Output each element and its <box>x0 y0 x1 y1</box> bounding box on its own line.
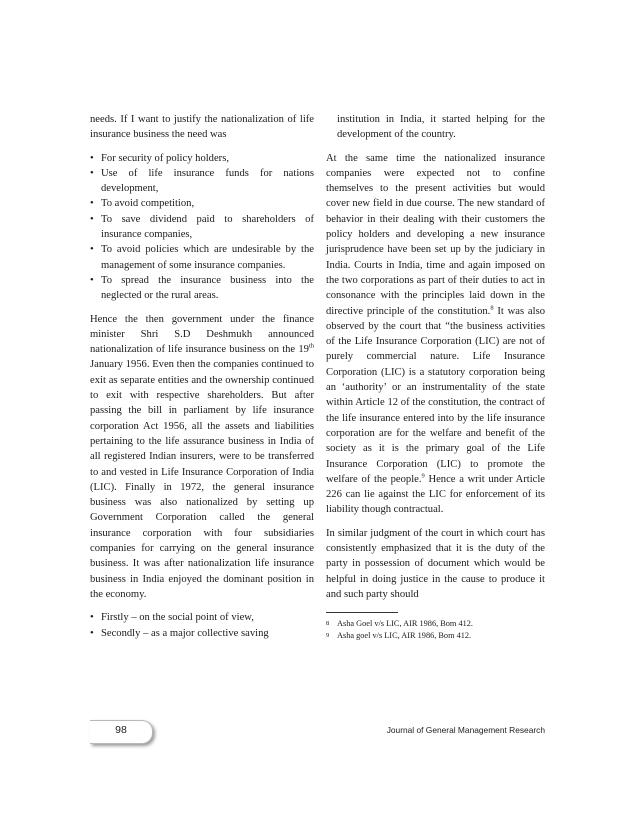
footnote-number: 9 <box>326 632 330 640</box>
ordinal-suffix: th <box>308 342 314 350</box>
list-item: • Secondly – as a major collective saving <box>90 626 314 641</box>
footnote-ref: 9 <box>421 472 425 480</box>
reasons-list <box>90 151 314 304</box>
judiciary-paragraph <box>326 151 545 518</box>
judiciary-text-2: It was also observed by the court that “the business activities of the Life Insurance Corporation (LIC) are not of purely commercial nature. Life Insurance Corporation (LIC) is a statutory corporation being an ‘authority’ or an instrumentality of the state within Article 12 of the constitution, the contract of the life insurance entered into by the life insurance corporation are for the welfare and benefit of the society as it is the primary goal of the Life Insurance Corporation (LIC) to promote the welfare of the people. <box>326 305 545 485</box>
judiciary-text-1: At the same time the nationalized insurance companies were expected not to confine themselves to the present activities but would cover new field in due course. The new standard of behavior in their dealing with their customers the policy holders and developing a new insurance jurisprudence have been set up by the judiciary in India. Courts in India, time and again imposed on the two corporations as part of their duties to act in consonance with the principles laid down in the directive principle of the constitution. <box>326 152 545 317</box>
footnote-number: 8 <box>326 620 330 628</box>
page-number: 98 <box>115 724 127 736</box>
left-column <box>90 112 314 649</box>
right-column <box>326 112 545 642</box>
list-item: • For security of policy holders, <box>90 151 314 166</box>
list-item: • Use of life insurance funds for nations development, <box>90 166 314 197</box>
footnote <box>326 630 545 642</box>
footnote-divider <box>326 612 398 613</box>
list-item: • To avoid competition, <box>90 196 314 211</box>
footnote-text: Asha goel v/s LIC, AIR 1986, Bom 412. <box>337 631 472 641</box>
history-text-1: Hence the then government under the finance minister Shri S.D Deshmukh announced nationalization of life insurance business on the 19 <box>90 313 314 356</box>
list-item: • Firstly – on the social point of view, <box>90 610 314 625</box>
list-item: • To save dividend paid to shareholders of insurance companies, <box>90 212 314 243</box>
continuation-text: institution in India, it started helping for the development of the country. <box>337 114 545 141</box>
intro-paragraph: needs. If I want to justify the nationalization of life insurance business the need was <box>90 114 314 141</box>
footnote <box>326 618 545 630</box>
page-number-tab <box>90 720 153 744</box>
judiciary-text-3: Hence a writ under Article 226 can lie against the LIC for enforcement of its liability though contractual. <box>326 473 545 516</box>
footnote-ref: 8 <box>490 304 494 312</box>
points-list <box>90 610 314 641</box>
history-paragraph <box>90 312 314 603</box>
judgment-paragraph: In similar judgment of the court in which court has consistently emphasized that it is the duty of the party in possession of document which would be helpful in doing justice in the cause to produce it and such party should <box>326 527 545 600</box>
history-text-2: January 1956. Even then the companies continued to exit as separate entities and the ownership continued to exit with respective shareholders. But after passing the bill in parliament by life insurance corporation Act 1956, all the assets and liabilities pertaining to the life assurance business in India of all registered Indian insurers, were to be transferred to and vested in Life Insurance Corporation of India (LIC). Finally in 1972, the general insurance business was also nationalized by setting up Government Corporation called the general insurance corporation with four subsidiaries companies for carrying on the general insurance business. It was after nationalization life insurance business in India enjoyed the dominant position in the economy. <box>90 359 314 600</box>
list-item: • To spread the insurance business into the neglected or the rural areas. <box>90 273 314 304</box>
list-item: • To avoid policies which are undesirable by the management of some insurance companies. <box>90 242 314 273</box>
journal-title: Journal of General Management Research <box>386 725 545 735</box>
footnote-text: Asha Goel v/s LIC, AIR 1986, Bom 412. <box>337 619 473 629</box>
